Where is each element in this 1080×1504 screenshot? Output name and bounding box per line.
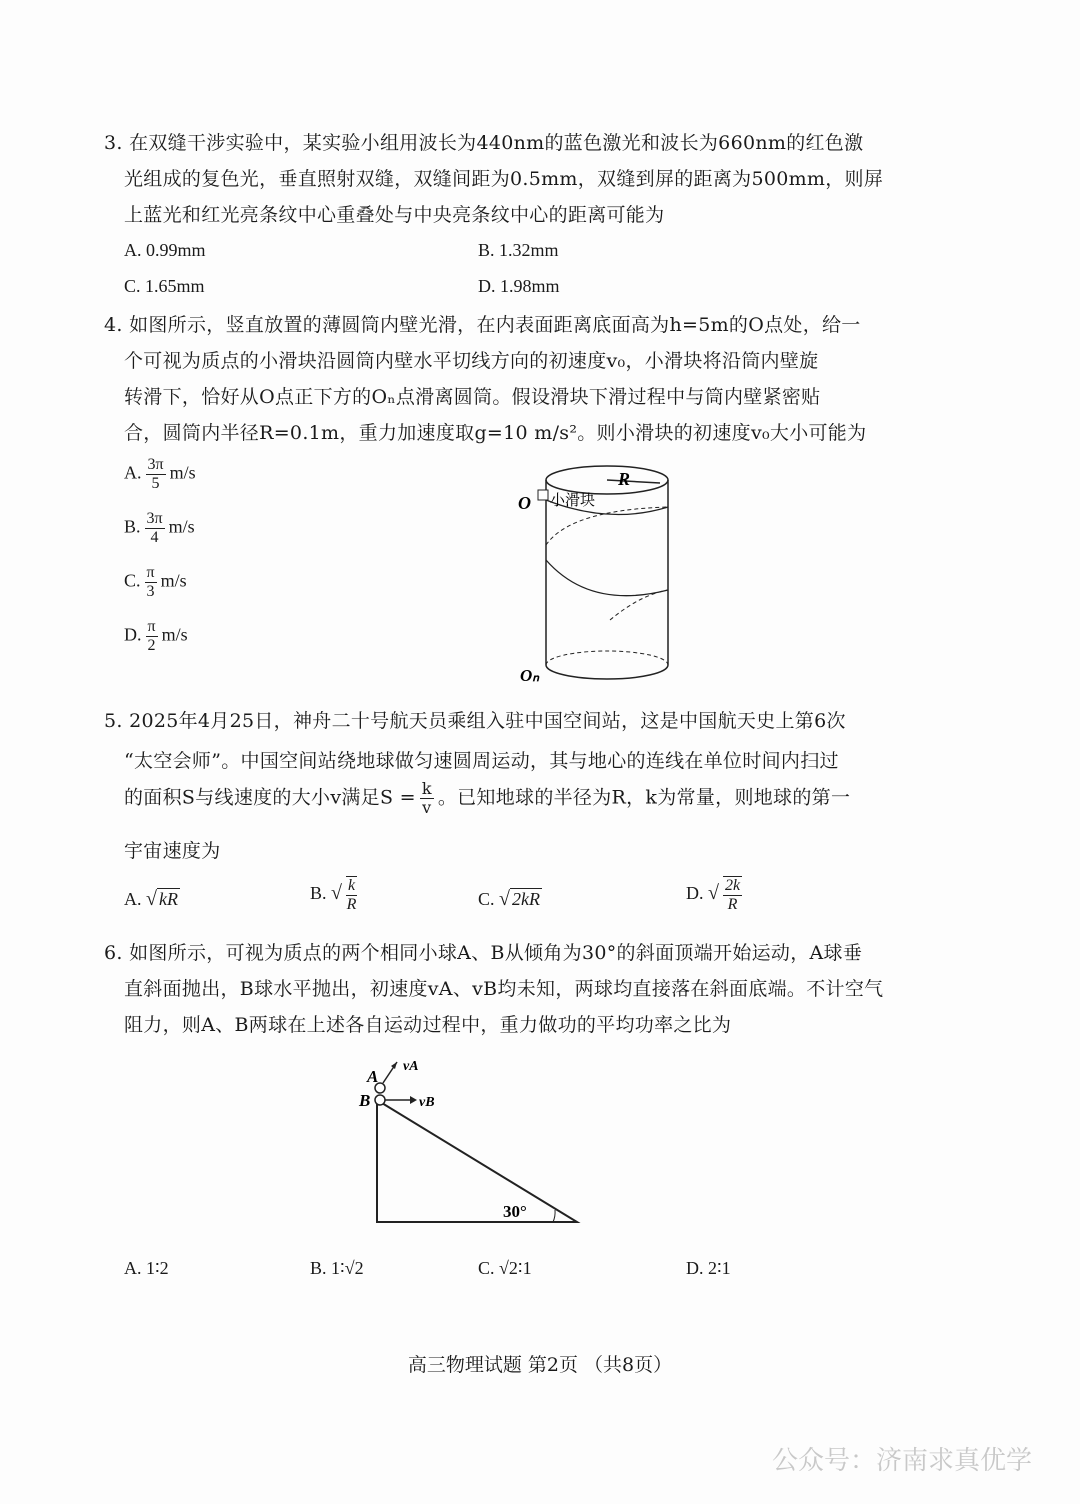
angle-label: 30° [503, 1202, 527, 1221]
q6-option-a: A. 1∶2 [124, 1258, 169, 1278]
q4-line: 个可视为质点的小滑块沿圆筒内壁水平切线方向的初速度v₀，小滑块将沿筒内壁旋 [124, 350, 819, 372]
q3-option-c: C. 1.65mm [124, 276, 205, 296]
point-o-label: O [518, 493, 531, 513]
ball-a-label: A [367, 1067, 379, 1086]
q4-option-c: C. $\frac{\pi}{3}$ m/s [124, 564, 187, 600]
q6-line: 直斜面抛出，B球水平抛出，初速度vA、vB均未知，两球均直接落在斜面底端。不计空气 [124, 978, 884, 1000]
q3-line: 3. 在双缝干涉实验中，某实验小组用波长为440nm的蓝色激光和波长为660nm的红色激 [104, 132, 864, 154]
q6-option-c: C. √2∶1 [478, 1258, 532, 1278]
vb-label: vB [419, 1095, 435, 1110]
q3-line: 光组成的复色光，垂直照射双缝，双缝间距为0.5mm，双缝到屏的距离为500mm，则屏 [124, 168, 884, 190]
q5-line: 5. 2025年4月25日，神舟二十号航天员乘组入驻中国空间站，这是中国航天史上第6次 [104, 710, 846, 732]
va-label: vA [403, 1059, 419, 1074]
q5-option-c: C. √ 2kR [478, 888, 540, 910]
q4-option-d: D. $\frac{\pi}{2}$ m/s [124, 618, 188, 654]
page-footer: 高三物理试题 第2页 （共8页） [407, 1354, 673, 1376]
q3-option-a: A. 0.99mm [124, 240, 206, 260]
q6-option-b: B. 1∶√2 [310, 1258, 364, 1278]
incline-figure [355, 1050, 595, 1230]
q5-line: “太空会师”。中国空间站绕地球做匀速圆周运动，其与地心的连线在单位时间内扫过 [124, 750, 839, 772]
block-label: 小滑块 [550, 493, 596, 509]
q6-line: 阻力，则A、B两球在上述各自运动过程中，重力做功的平均功率之比为 [124, 1014, 732, 1036]
q6-line: 6. 如图所示，可视为质点的两个相同小球A、B从倾角为30°的斜面顶端开始运动，A球垂 [104, 942, 863, 964]
q4-line: 4. 如图所示，竖直放置的薄圆筒内壁光滑，在内表面距离底面高为h=5m的O点处，给一 [104, 314, 861, 336]
watermark: 公众号：济南求真优学 [771, 1446, 1032, 1476]
q6-option-d: D. 2∶1 [686, 1258, 731, 1278]
ball-b-label: B [359, 1091, 371, 1110]
q5-option-a: A. √ kR [124, 888, 178, 910]
q5-option-b: B. √ $\frac{k}{R}$ [310, 877, 357, 913]
q4-line: 转滑下，恰好从O点正下方的Oₙ点滑离圆筒。假设滑块下滑过程中与筒内壁紧密贴 [124, 386, 821, 408]
q3-option-b: B. 1.32mm [478, 240, 559, 260]
q5-option-d: D. √ $\frac{2k}{R}$ [686, 877, 741, 913]
radius-label: R [618, 469, 631, 489]
q4-line: 合，圆筒内半径R=0.1m，重力加速度取g=10 m/s²。则小滑块的初速度v₀大小可能为 [124, 422, 867, 444]
q3-option-d: D. 1.98mm [478, 276, 560, 296]
q4-option-a: A. $\frac{3\pi}{5}$ m/s [124, 456, 196, 492]
q4-option-b: B. $\frac{3\pi}{4}$ m/s [124, 510, 195, 546]
point-on-label: Oₙ [520, 666, 540, 685]
q5-line: 的面积S与线速度的大小v满足S = $\frac{k}{v}$ 。已知地球的半径为R，k为常量，则地球的第一 [124, 779, 851, 817]
q3-line: 上蓝光和红光亮条纹中心重叠处与中央亮条纹中心的距离可能为 [124, 204, 665, 226]
cylinder-figure [510, 455, 680, 690]
q5-line: 宇宙速度为 [124, 840, 221, 862]
